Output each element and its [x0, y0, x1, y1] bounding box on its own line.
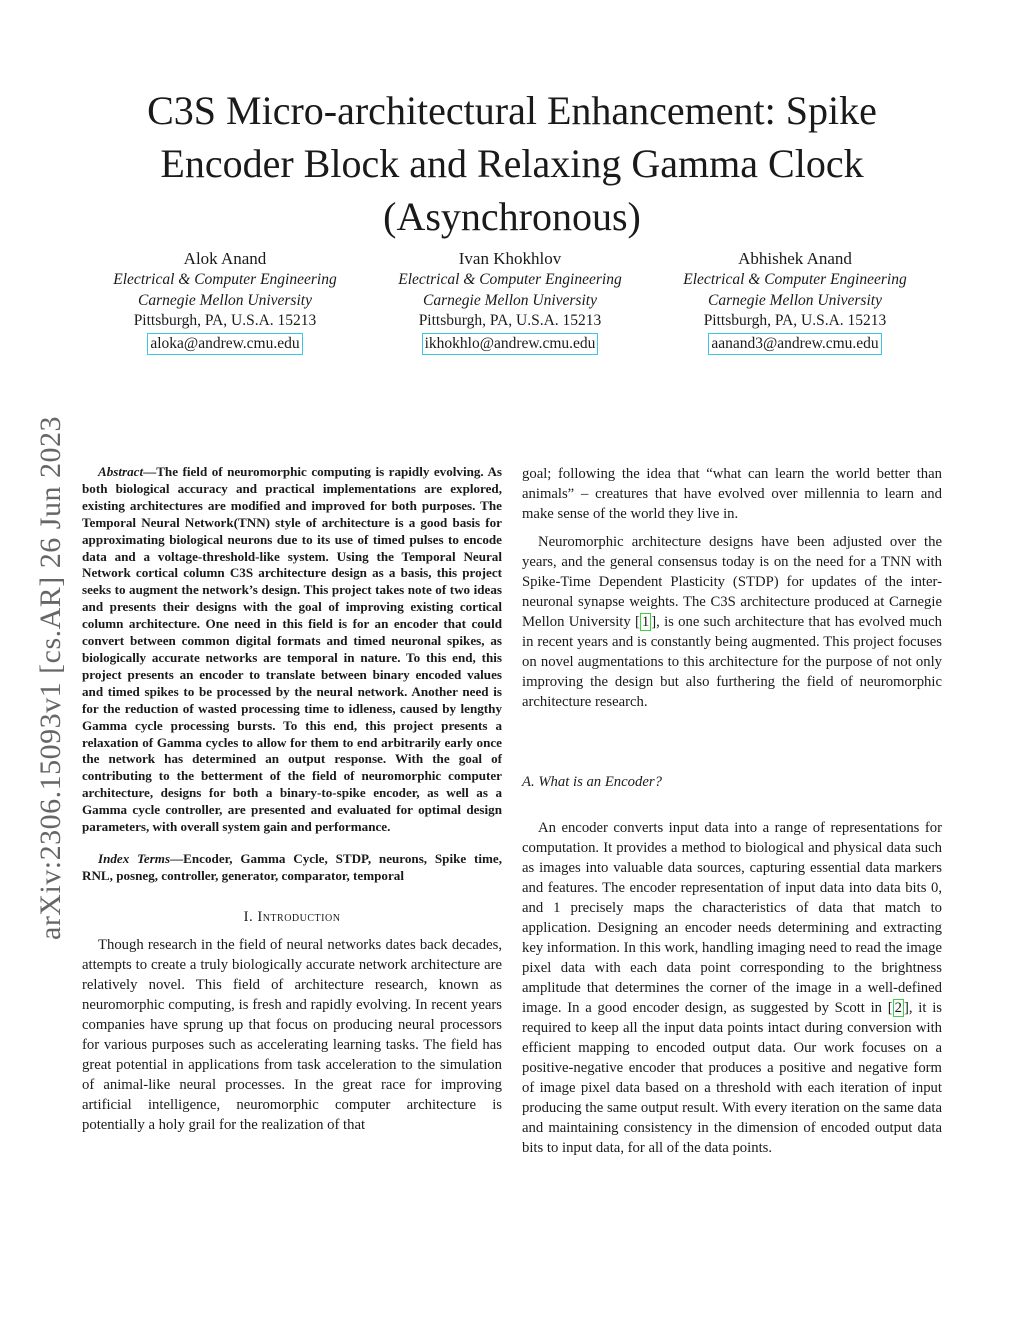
abstract-text: —The field of neuromorphic computing is rapidly evolving. As both biological accuracy and practical implementations are explored, existing architectures are modified and improved for both purposes. The Temporal Neural Network(TNN) style of architecture is a good basis for approximating biological neurons due to its use of timed pulses to encode data and a voltage-threshold-like system. Using the Temporal Neural Network cortical column C3S architecture design as a basis, this project seeks to augment the network’s design. This project takes note of two ideas and presents their designs with the goal of improving existing cortical column architecture. One need in this field is for an encoder that could convert between common digital formats and timed neuronal spikes, as biologically accurate networks are temporal in nature. To this end, this project presents an encoder to translate between binary encoded values and timed spikes to be processed by the neural network. Another need is for the reduction of wasted processing time to idleness, caused by lengthy Gamma cycle processing bursts. To this end, this project presents a relaxation of Gamma cycles to allow for them to end arbitrarily early once the network has determined an output response. With the goal of contributing to the betterment of the field of neuromorphic computer architecture, designs for both a binary-to-spike encoder, as well as a Gamma cycle controller, are presented and evaluated for optimal design parameters, with overall system gain and performance.: [82, 464, 502, 835]
author-addr: Pittsburgh, PA, U.S.A. 15213: [133, 312, 317, 329]
author-dept: Electrical & Computer Engineering: [683, 271, 907, 288]
author-email-link[interactable]: ikhokhlo@andrew.cmu.edu: [422, 333, 599, 356]
author-addr: Pittsburgh, PA, U.S.A. 15213: [703, 312, 887, 329]
arxiv-stamp: arXiv:2306.15093v1 [cs.AR] 26 Jun 2023: [34, 416, 67, 940]
section-heading-introduction: [82, 907, 502, 927]
section-number: I.: [243, 908, 258, 925]
paragraph-text: An encoder converts input data into a range of representations for computation. It provides a method to biological and physical data such as images into valuable data sources, capturing essential data markers and features. The encoder representation of input data into data bits 0, and 1 precisely maps the characteristics of data that match to application. Designing an encoder needs determining and extracting key information. In this work, handling imaging need to read the image pixel data with each data point corresponding to the brightness amplitude that determines the corner of the image in a well-defined image. In a good encoder design, as suggested by Scott in [: [522, 820, 942, 1016]
author-email-link[interactable]: aloka@andrew.cmu.edu: [147, 333, 302, 356]
abstract: [82, 464, 502, 836]
subsection-heading-encoder: A. What is an Encoder?: [522, 774, 662, 790]
abstract-label: Abstract: [98, 464, 144, 479]
citation-link-1[interactable]: 1: [641, 614, 650, 630]
author-1: [90, 248, 360, 355]
author-univ: Carnegie Mellon University: [138, 291, 312, 309]
citation-link-2[interactable]: 2: [894, 1000, 902, 1016]
index-terms-label: Index Terms: [98, 850, 171, 866]
author-univ: Carnegie Mellon University: [708, 291, 882, 309]
author-email-link[interactable]: aanand3@andrew.cmu.edu: [708, 333, 881, 356]
intro-paragraph: Though research in the field of neural networks dates back decades, attempts to create a truly biologically accurate network architecture are relatively novel. This field of architecture research, known as neuromorphic computing, is fresh and rapidly evolving. In recent years companies have sprung up that focus on producing neural processors for various purposes such as accelerating learning tasks. The field has great potential in applications from task acceleration to the simulation of animal-like neural processes. In the great race for improving artificial intelligence, neuromorphic computer architecture is potentially a holy grail for the realization of that: [82, 936, 502, 1133]
author-block: [90, 248, 930, 355]
author-univ: Carnegie Mellon University: [423, 291, 597, 309]
index-terms: [82, 851, 502, 885]
author-addr: Pittsburgh, PA, U.S.A. 15213: [418, 312, 602, 329]
section-title: Introduction: [257, 908, 341, 925]
right-column: [522, 464, 942, 1158]
index-terms-text: —Encoder, Gamma Cycle, STDP, neurons, Spike time, RNL, posneg, controller, generator, comparator, temporal: [82, 850, 502, 883]
author-dept: Electrical & Computer Engineering: [113, 271, 337, 288]
encoder-paragraph: [522, 818, 942, 1158]
left-column: [82, 464, 502, 1135]
author-name: Ivan Khokhlov: [458, 249, 562, 268]
author-3: [660, 248, 930, 355]
author-2: [375, 248, 645, 355]
author-name: Alok Anand: [183, 249, 267, 268]
author-dept: Electrical & Computer Engineering: [398, 271, 622, 288]
c3s-paragraph: [522, 532, 942, 712]
paper-title: C3S Micro-architectural Enhancement: Spike Encoder Block and Relaxing Gamma Clock (Asynchronous): [147, 88, 877, 239]
paragraph-text: Neuromorphic architecture designs have been adjusted over the years, and the general consensus today is on the need for a TNN with Spike-Time Dependent Plasticity (STDP) for updates of the inter-neuronal synapse weights. The C3S architecture produced at Carnegie Mellon University [: [522, 534, 942, 630]
paragraph-text: ], it is required to keep all the input data points intact during conversion with efficient mapping to encoded output data. Our work focuses on a positive-negative encoder that produces a positive and negative form of image pixel data based on a threshold with each iteration of input producing the same output result. With every iteration on the same data and maintaining consistency in the dimension of encoded output data bits to input data, for all of the data points.: [522, 1000, 942, 1156]
intro-paragraph-continued: goal; following the idea that “what can learn the world better than animals” – creatures that have evolved over millennia to learn and make sense of the world they live in.: [522, 466, 942, 522]
paragraph-text: ], is one such architecture that has evolved much in recent years and is constantly being augmented. This project focuses on novel augmentations to this architecture for the purpose of not only improving the design but also furthering the field of neuromorphic architecture research.: [522, 614, 942, 710]
author-name: Abhishek Anand: [738, 249, 852, 268]
